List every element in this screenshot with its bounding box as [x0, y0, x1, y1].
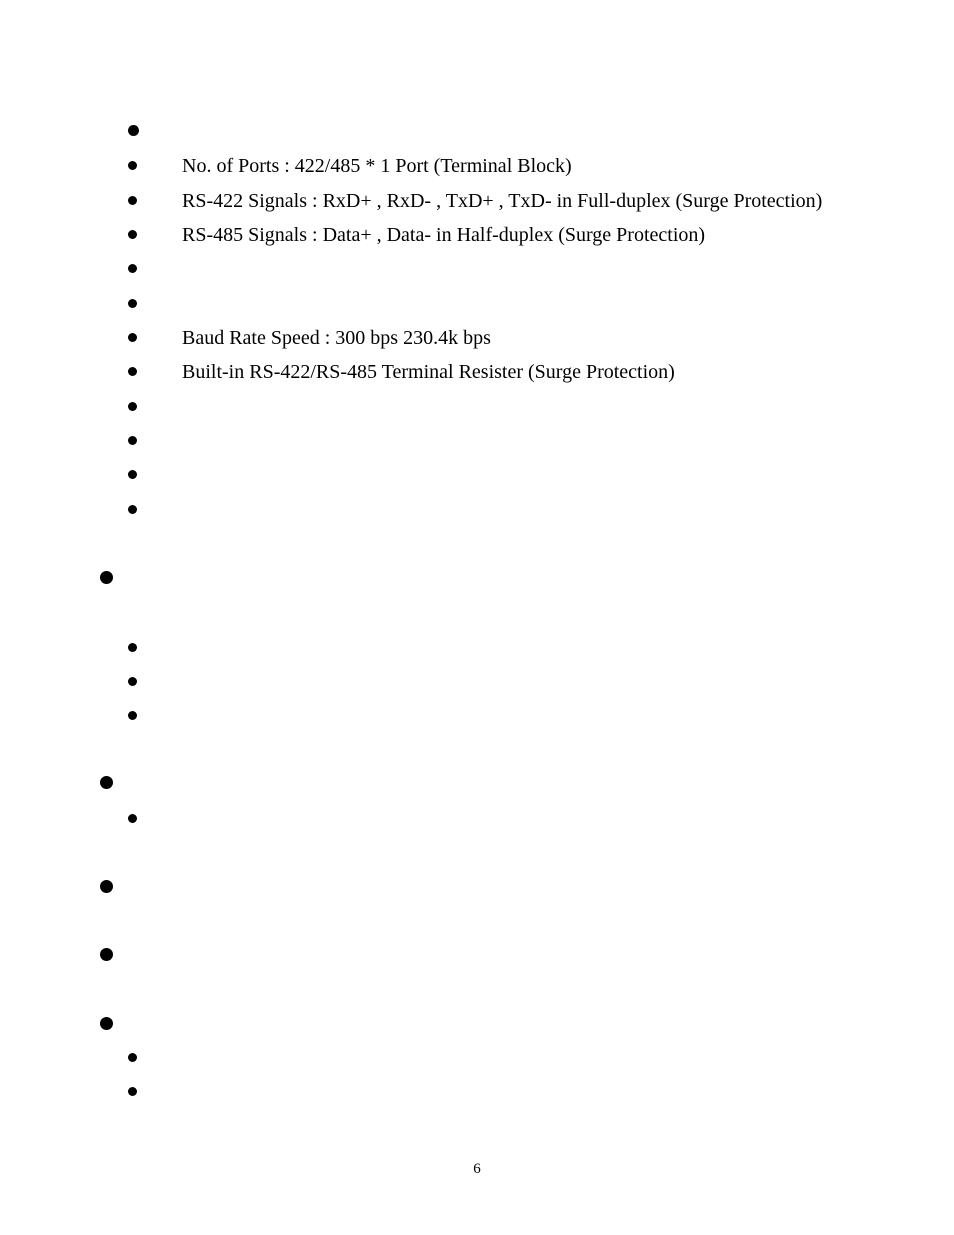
list-bullet — [128, 814, 137, 823]
section-bullet — [100, 880, 113, 893]
list-bullet — [128, 230, 137, 239]
list-bullet — [128, 402, 137, 411]
list-bullet — [128, 196, 137, 205]
list-bullet — [128, 505, 137, 514]
section-bullet — [100, 776, 113, 789]
list-bullet — [128, 470, 137, 479]
section-bullet — [100, 1017, 113, 1030]
spec-terminal-resister: Built-in RS-422/RS-485 Terminal Resister (Surge Protection) — [182, 361, 675, 383]
list-bullet — [128, 367, 137, 376]
spec-baud-rate: Baud Rate Speed : 300 bps 230.4k bps — [182, 327, 491, 349]
spec-rs422-signals: RS-422 Signals : RxD+ , RxD- , TxD+ , TxD- in Full-duplex (Surge Protection) — [182, 190, 823, 212]
list-bullet — [128, 436, 137, 445]
list-bullet — [128, 333, 137, 342]
list-bullet — [128, 264, 137, 273]
section-bullet — [100, 571, 113, 584]
list-bullet — [128, 299, 137, 308]
spec-ports: No. of Ports : 422/485 * 1 Port (Terminal Block) — [182, 155, 572, 177]
page-number: 6 — [473, 1161, 481, 1177]
list-bullet — [128, 125, 139, 136]
list-bullet — [128, 1087, 137, 1096]
section-bullet — [100, 948, 113, 961]
list-bullet — [128, 711, 137, 720]
spec-rs485-signals: RS-485 Signals : Data+ , Data- in Half-duplex (Surge Protection) — [182, 224, 706, 246]
list-bullet — [128, 1053, 137, 1062]
list-bullet — [128, 643, 137, 652]
list-bullet — [128, 677, 137, 686]
list-bullet — [128, 161, 137, 170]
